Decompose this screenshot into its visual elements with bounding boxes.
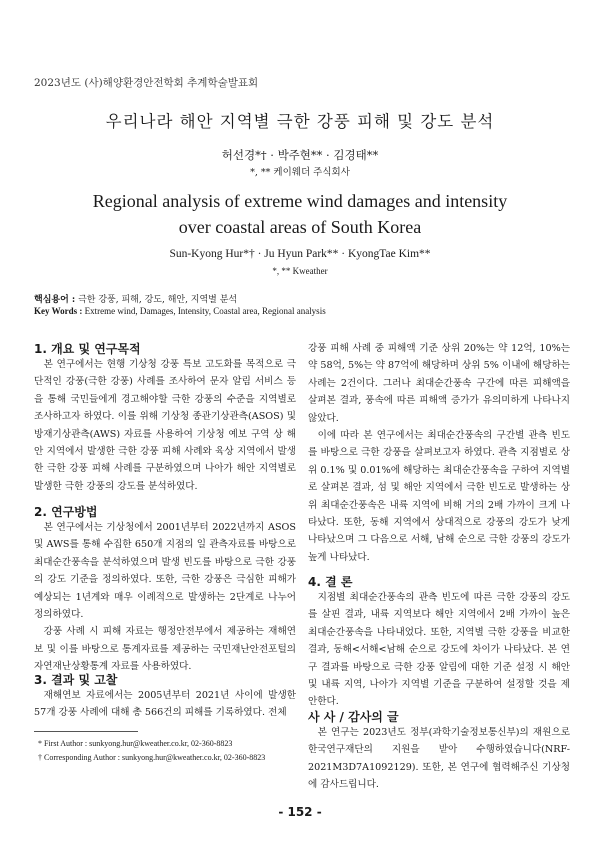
paragraph: 본 연구에서는 기상청에서 2001년부터 2022년까지 ASOS 및 AWS를 통해 수집한 650개 지점의 일 관측자료를 바탕으로 최대순간풍속을 분석하였으며 발생 빈도를 바탕으로 극한 강풍의 강도 기준을 정의하였다. 또한, 극한 강풍은 극심한 피해가 예상되는 1년계와 매우 이례적으로 발생하는 2단계로 나누어 정의하였다.: [34, 522, 296, 621]
paragraph: 강풍 피해 사례 중 피해액 기준 상위 20%는 약 12억, 10%는 약 58억, 5%는 약 87억에 해당하며 상위 5% 이내에 해당하는 사례는 2건이다. 그러나 최대순간풍속 구간에 따른 피해액을 살펴본 결과, 풍속에 따른 피해액 증가가 유의미하게 나타나지 않았다.: [308, 343, 570, 424]
paragraph: 본 연구는 2023년도 정부(과학기술정보통신부)의 재원으로 한국연구재단의 지원을 받아 수행하였습니다(NRF-2021M3D7A1092129). 또한, 본 연구에 협력해주신 기상청에 감사드립니다.: [308, 727, 570, 791]
footnote-rule: [34, 731, 138, 732]
authors-english: Sun-Kyong Hur*† · Ju Hyun Park** · KyongTae Kim**: [169, 248, 431, 260]
section-body-acknowledgment: [308, 724, 570, 794]
section-body-result-left: [34, 687, 296, 722]
paragraph: 본 연구에서는 현행 기상청 강풍 특보 고도화를 목적으로 극단적인 강풍(극한 강풍) 사례를 조사하여 문자 알림 서비스 등을 통해 국민들에게 경고해야할 극한 강풍의 수준을 지역별로 조사하고자 하였다. 이를 위해 기상청 종관기상관측(ASOS) 및 방재기상관측(AWS) 자료를 사용하여 기상청 예보 구역 상 해안 지역에서 발생한 극한 강풍 피해 사례와 육상 지역에서 발생한 극한 강풍 피해 사례를 구분하였으며 나아가 해안 지역별로 발생한 극한 강풍의 강도를 분석하였다.: [34, 359, 296, 492]
section-body-intro: [34, 356, 296, 495]
title-english-line2: over coastal areas of South Korea: [178, 217, 422, 237]
page-number: - 152 -: [278, 805, 322, 819]
section-title-conclusion: 4. 결 론: [308, 575, 353, 589]
paragraph: 지점별 최대순간풍속의 관측 빈도에 따른 극한 강풍의 강도를 살핀 결과, 내륙 지역보다 해안 지역에서 2배 가까이 높은 최대순간풍속을 나타내었다. 또한, 지역별 극한 강풍을 비교한 결과, 동해<서해<남해 순으로 강도에 차이가 나타났다. 본 연구 결과를 바탕으로 극한 강풍 알림에 대한 기준 설정 시 해안 및 내륙 지역, 나아가 지역별 기준을 구분하여 설정할 것을 제안한다.: [308, 592, 570, 708]
authors-korean: 허선경*† · 박주현** · 김경태**: [221, 148, 379, 162]
paragraph: 이에 따라 본 연구에서는 최대순간풍속의 구간별 관측 빈도를 바탕으로 극한 강풍을 살펴보고자 하였다. 관측 지점별로 상위 0.1% 및 0.01%에 해당하는 최대순간풍속을 구하여 지역별로 살펴본 결과, 섬 및 해안 지역에서 극한 빈도로 발생하는 상위 최대순간풍속은 내륙 지역에 비해 거의 2배 가까이 크게 나타났다. 또한, 동해 지역에서 상대적으로 강풍의 강도가 낮게 나타났으며 그 다음으로 서해, 남해 순으로 극한 강풍의 강도가 높게 나타났다.: [308, 430, 570, 563]
keywords-korean-label: 핵심용어 :: [34, 295, 76, 305]
paragraph: 강풍 사례 시 피해 자료는 행정안전부에서 제공하는 재해연보 및 이를 바탕으로 통계자료를 제공하는 국민재난안전포털의 자연재난상황통계 자료를 사용하였다.: [34, 626, 296, 673]
title-english-line1: Regional analysis of extreme wind damages and intensity: [92, 191, 508, 211]
section-title-method: 2. 연구방법: [34, 505, 98, 519]
keywords-english-label: Key Words :: [34, 306, 83, 316]
section-body-conclusion: [308, 589, 570, 711]
keywords-korean: [34, 292, 237, 305]
section-title-acknowledgment: 사 사 / 감사의 글: [308, 710, 399, 724]
title-english: [0, 188, 600, 240]
section-body-result-right: [308, 340, 570, 566]
keywords-english-text: Extreme wind, Damages, Intensity, Coastal area, Regional analysis: [84, 306, 326, 316]
footnote-corresponding-author: † Corresponding Author : sunkyong.hur@kweather.co.kr, 02-360-8823: [38, 753, 266, 762]
affiliation-english: *, ** Kweather: [272, 266, 328, 276]
conference-header: 2023년도 (사)해양환경안전학회 추계학술발표회: [34, 77, 259, 89]
affiliation-korean: *, ** 케이웨더 주식회사: [250, 167, 350, 178]
keywords-english: [34, 306, 326, 316]
section-body-method: [34, 519, 296, 676]
paragraph: 재해연보 자료에서는 2005년부터 2021년 사이에 발생한 57개 강풍 사례에 대해 총 566건의 피해를 기록하였다. 전체: [34, 690, 296, 719]
keywords-korean-text: 극한 강풍, 피해, 강도, 해안, 지역별 분석: [78, 295, 238, 305]
title-korean: 우리나라 해안 지역별 극한 강풍 피해 및 강도 분석: [105, 112, 495, 131]
section-title-result: 3. 결과 및 고찰: [34, 673, 118, 687]
footnote-first-author: * First Author : sunkyong.hur@kweather.co.kr, 02-360-8823: [38, 739, 233, 748]
section-title-intro: 1. 개요 및 연구목적: [34, 342, 141, 356]
